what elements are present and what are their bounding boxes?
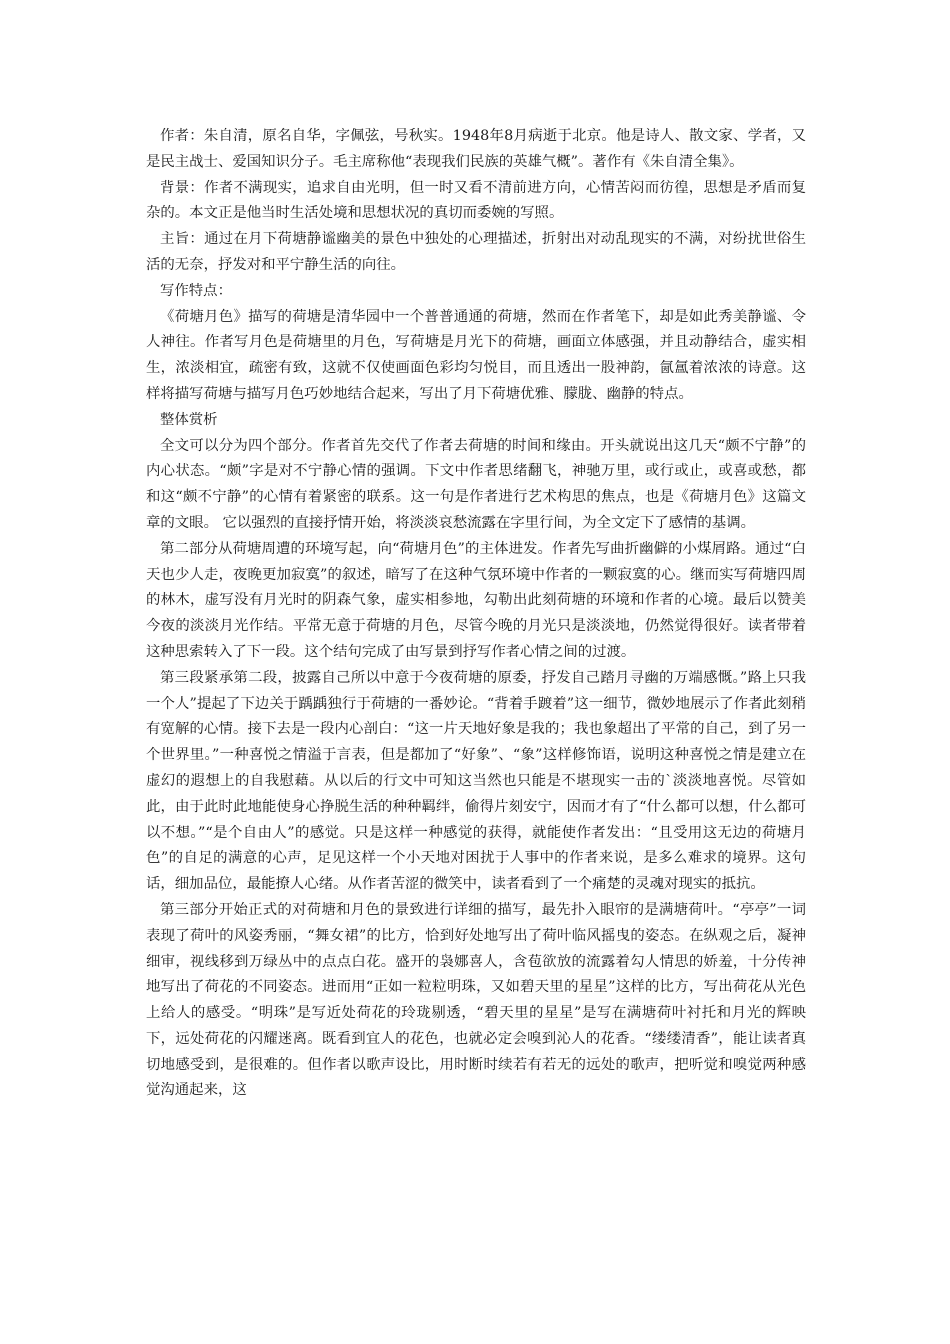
analysis-paragraph-1: 全文可以分为四个部分。作者首先交代了作者去荷塘的时间和缘由。开头就说出这几天“颇不宁静”的内心状态。“颇”字是对不宁静心情的强调。下文中作者思绪翻飞，神驰万里，或行或止，或喜或愁，都和这“颇不宁静”的心情有着紧密的联系。这一句是作者进行艺术构思的焦点，也是《荷塘月色》这篇文章的文眼。 它以强烈的直接抒情开始，将淡淡哀愁流露在字里行间，为全文定下了感情的基调。 xyxy=(146,437,806,531)
analysis-paragraph-2: 第二部分从荷塘周遭的环境写起，向“荷塘月色”的主体进发。作者先写曲折幽僻的小煤屑路。通过“白天也少人走，夜晚更加寂寞”的叙述，暗写了在这种气氛环境中作者的一颗寂寞的心。继而实写荷塘四周的林木，虚写没有月光时的阴森气象，虚实相参地，勾勒出此刻荷塘的环境和作者的心境。最后以赞美今夜的淡淡月光作结。平常无意于荷塘的月色，尽管今晚的月光只是淡淡地，仍然觉得很好。读者带着这种思索转入了下一段。这个结句完成了由写景到抒写作者心情之间的过渡。 xyxy=(146,540,806,660)
analysis-paragraph-3: 第三段紧承第二段，披露自己所以中意于今夜荷塘的原委，抒发自己踏月寻幽的万端感慨。”路上只我一个人”提起了下边关于踽踽独行于荷塘的一番妙论。“背着手踱着”这一细节，微妙地展示了作者此刻稍有宽解的心情。接下去是一段内心剖白：“这一片天地好象是我的；我也象超出了平常的自己，到了另一个世界里。”一种喜悦之情溢于言表，但是都加了“好象”、“象”这样修饰语，说明这种喜悦之情是建立在虚幻的遐想上的自我慰藉。从以后的行文中可知这当然也只能是不堪现实一击的`淡淡地喜悦。尽管如此，由于此时此地能使身心挣脱生活的种种羁绊，偷得片刻安宁，因而才有了“什么都可以想，什么都可以不想。”“是个自由人”的感觉。只是这样一种感觉的获得，就能使作者发出：“且受用这无边的荷塘月色”的自足的满意的心声，足见这样一个小天地对困扰于人事中的作者来说，是多么难求的境界。这句话，细加品位，最能撩人心绪。从作者苦涩的微笑中，读者看到了一个痛楚的灵魂对现实的抵抗。 xyxy=(146,669,806,893)
theme-paragraph: 主旨：通过在月下荷塘静谧幽美的景色中独处的心理描述，折射出对动乱现实的不满，对纷扰世俗生活的无奈，抒发对和平宁静生活的向往。 xyxy=(146,231,806,273)
author-paragraph: 作者：朱自清，原名自华，字佩弦，号秋实。1948年8月病逝于北京。他是诗人、散文家、学者，又是民主战士、爱国知识分子。毛主席称他“表现我们民族的英雄气概”。著作有《朱自清全集》。 xyxy=(146,128,806,170)
analysis-paragraph-4: 第三部分开始正式的对荷塘和月色的景致进行详细的描写，最先扑入眼帘的是满塘荷叶。“亭亭”一词表现了荷叶的风姿秀丽，“舞女裙”的比方，恰到好处地写出了荷叶临风摇曳的姿态。在纵观之后，凝神细审，视线移到万绿丛中的点点白花。盛开的袅娜喜人，含苞欲放的流露着勾人情思的娇羞，十分传神地写出了荷花的不同姿态。进而用“正如一粒粒明珠，又如碧天里的星星”这样的比方，写出荷花从光色上给人的感受。“明珠”是写近处荷花的玲珑剔透，“碧天里的星星”是写在满塘荷叶衬托和月光的辉映下，远处荷花的闪耀迷离。既看到宜人的花色，也就必定会嗅到沁人的花香。“缕缕清香”，能让读者真切地感受到，是很难的。但作者以歌声设比，用时断时续若有若无的远处的歌声，把听觉和嗅觉两种感觉沟通起来，这 xyxy=(146,901,806,1099)
features-heading: 写作特点： xyxy=(160,282,232,299)
background-paragraph: 背景：作者不满现实，追求自由光明，但一时又看不清前进方向，心情苦闷而彷徨，思想是矛盾而复杂的。本文正是他当时生活处境和思想状况的真切而委婉的写照。 xyxy=(146,179,806,222)
analysis-heading: 整体赏析 xyxy=(160,411,218,428)
features-paragraph: 《荷塘月色》描写的荷塘是清华园中一个普普通通的荷塘，然而在作者笔下，却是如此秀美静谧、令人神往。作者写月色是荷塘里的月色，写荷塘是月光下的荷塘，画面立体感强，并且动静结合，虚实相生，浓淡相宜，疏密有致，这就不仅使画面色彩均匀悦目，而且透出一股神韵，氤氲着浓浓的诗意。这样将描写荷塘与描写月色巧妙地结合起来，写出了月下荷塘优雅、朦胧、幽静的特点。 xyxy=(146,308,806,402)
document-body xyxy=(146,124,806,1104)
